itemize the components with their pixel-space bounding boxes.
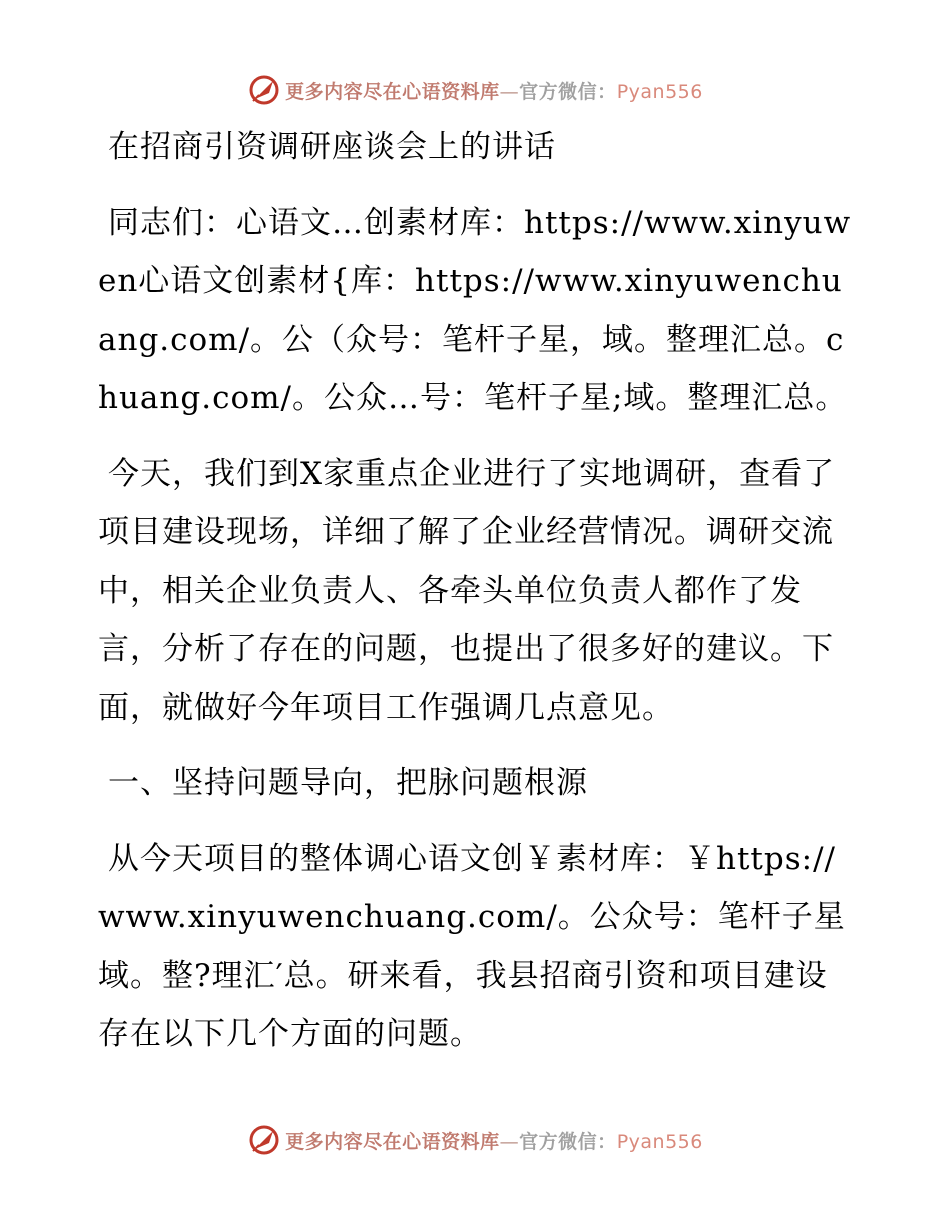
header-banner: [0, 70, 950, 110]
quill-logo-icon: [247, 1123, 281, 1157]
document-title: 在招商引资调研座谈会上的讲话: [108, 129, 556, 165]
banner-wechat-id: Pyan556: [616, 80, 703, 103]
banner-text: [285, 77, 703, 104]
banner-text: [285, 1127, 703, 1154]
banner-main-text: 更多内容尽在心语资料库: [285, 80, 500, 103]
banner-label: 官方微信：: [519, 80, 617, 103]
document-body: [98, 118, 854, 1081]
banner-separator: —: [499, 1130, 520, 1153]
paragraph-2: 今天，我们到X家重点企业进行了实地调研，查看了项目建设现场，详细了解了企业经营情况。调研交流中，相关企业负责人、各牵头单位负责人都作了发言，分析了存在的问题，也提出了很多好的建议。下面，就做好今年项目工作强调几点意见。: [98, 455, 836, 726]
banner-main-text: 更多内容尽在心语资料库: [285, 1130, 500, 1153]
banner-label: 官方微信：: [519, 1130, 617, 1153]
quill-logo-icon: [247, 73, 281, 107]
banner-wechat-id: Pyan556: [616, 1130, 703, 1153]
paragraph-1: 同志们：心语文…创素材库：https://www.xinyuwen心语文创素材{库：https://www.xinyuwenchuang.com/。公（众号：笔杆子星，域。整理汇总。chuang.com/。公众…号：笔杆子星;域。整理汇总。: [98, 204, 852, 416]
banner-separator: —: [499, 80, 520, 103]
paragraph-3: 从今天项目的整体调心语文创￥素材库：￥https://www.xinyuwenchuang.com/。公众号：笔杆子星域。整?理汇′总。研来看，我县招商引资和项目建设存在以下几个方面的问题。: [98, 840, 846, 1052]
footer-banner: [0, 1120, 950, 1160]
section-heading: 一、坚持问题导向，把脉问题根源: [108, 765, 588, 801]
